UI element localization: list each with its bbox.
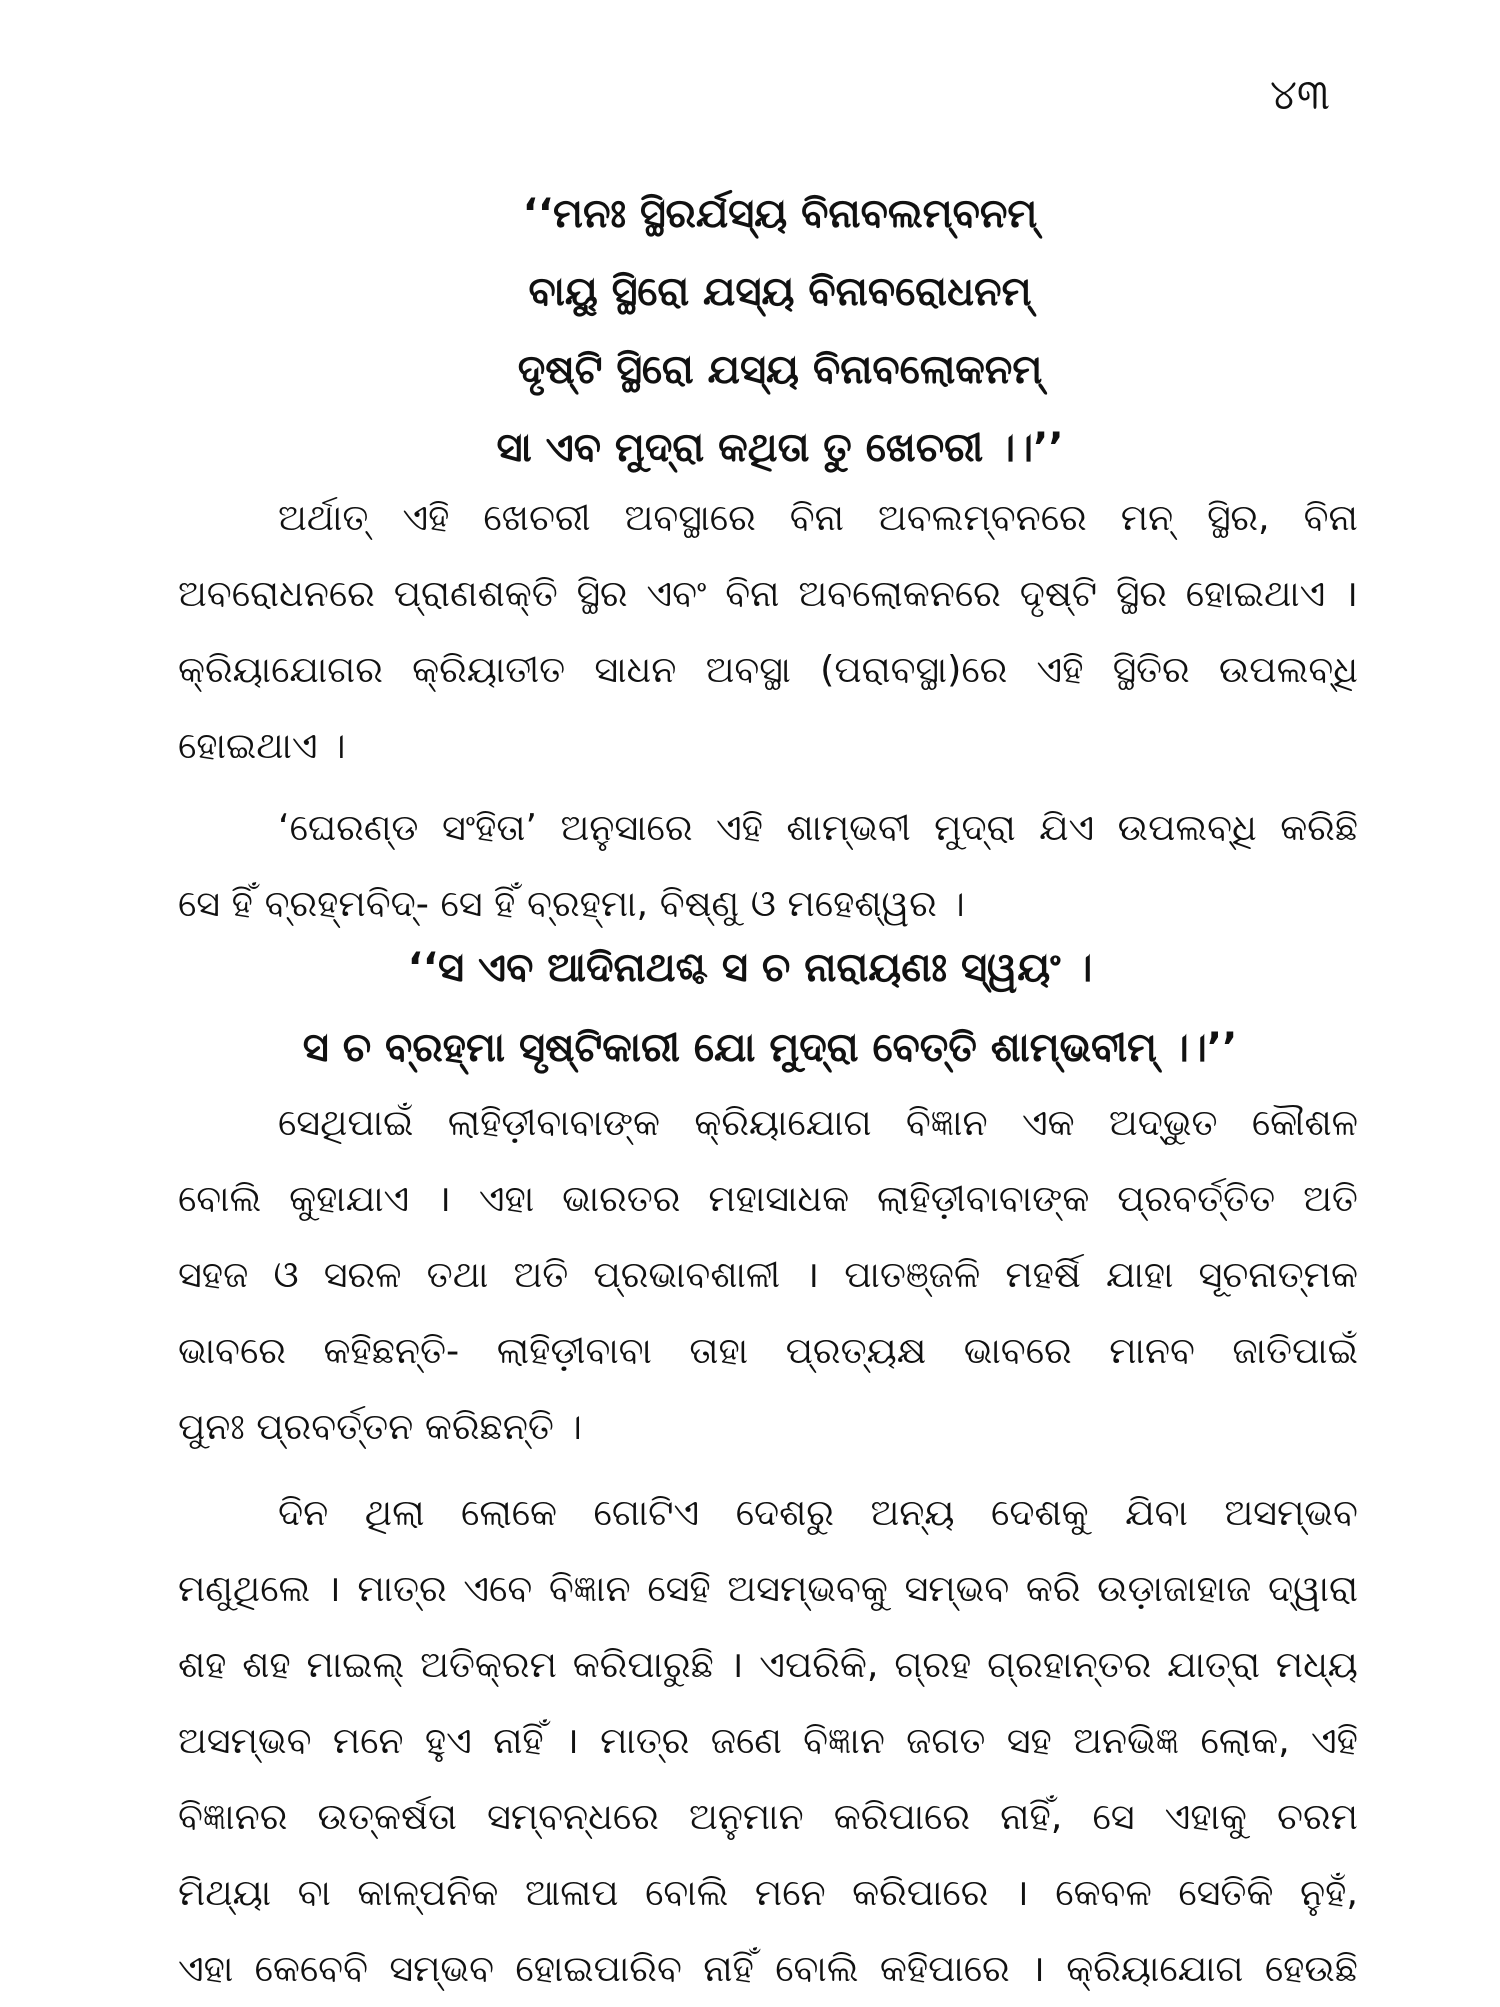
word: ମଣୁଥିଲେ	[178, 1567, 311, 1610]
paragraph-line: ସେ ହିଁ ବ୍ରହ୍ମବିଦ୍- ସେ ହିଁ ବ୍ରହ୍ମା, ବିଷ୍ଣୁ ଓ ମହେଶ୍ୱର ।	[178, 882, 965, 925]
word: ସେତିକି	[1178, 1871, 1274, 1914]
word: କୁହାଯାଏ	[289, 1177, 410, 1220]
word: ମନେ	[754, 1871, 826, 1914]
paragraph-line	[178, 1855, 1358, 1931]
word: ହେଉଛି	[1264, 1947, 1358, 1990]
word: ଏହି	[1036, 648, 1084, 691]
paragraph-lahiri-kriya	[178, 1085, 1358, 1465]
word: ଏହି	[1311, 1719, 1358, 1762]
word: ତଥା	[426, 1253, 489, 1296]
word: କେବଳ	[1055, 1871, 1152, 1914]
word: ବିଜ୍ଞାନ	[905, 1101, 988, 1144]
word: କହିପାରେ	[879, 1947, 1010, 1990]
paragraph-line	[178, 1551, 1358, 1627]
word: ଲାହିଡ଼ୀବାବାଙ୍କ	[447, 1101, 661, 1144]
word: ବା	[297, 1871, 331, 1914]
page-number: ୪୩	[1270, 70, 1330, 119]
verse-line: ସ ଚ ବ୍ରହ୍ମା ସୃଷ୍ଟିକାରୀ ଯୋ ମୁଦ୍ରା ବେତ୍ତି ଶାମ୍ଭବୀମ୍ ।।’’	[302, 1025, 1238, 1071]
word: ଲୋକେ	[461, 1491, 558, 1534]
word: ଅନ୍ୟ	[870, 1491, 955, 1534]
word: କ୍ରିୟାଯୋଗ	[1066, 1947, 1244, 1990]
word: ଗୋଟିଏ	[593, 1491, 700, 1534]
word: ।	[1031, 1947, 1045, 1990]
word: ।	[805, 1253, 820, 1296]
word: ମନ୍	[1120, 496, 1174, 539]
verse-line: ‘‘ମନଃ ସ୍ଥିରର୍ଯସ୍ୟ ବିନାବଲମ୍ବନମ୍	[522, 191, 1038, 237]
word: ଜଣେ	[710, 1719, 782, 1762]
word: ।	[437, 1177, 451, 1220]
word: ଉପଲବ୍ଧି	[1117, 806, 1257, 849]
word: ।	[565, 1719, 579, 1762]
word: ଶାମ୍ଭବୀ	[786, 806, 911, 849]
word: ବିଜ୍ଞାନ	[803, 1719, 885, 1762]
word: କ୍ରିୟାଯୋଗ	[694, 1101, 872, 1144]
word: ବିନା	[789, 496, 844, 539]
word: ପାତଞ୍ଜଳି	[844, 1253, 981, 1296]
word: ସମ୍ବନ୍ଧରେ	[487, 1795, 659, 1838]
word: ମାଇଲ୍	[306, 1643, 405, 1686]
paragraph-line	[178, 1931, 1358, 2007]
word: ଲାହିଡ଼ୀବାବାଙ୍କ	[877, 1177, 1090, 1220]
word: କ୍ରିୟାଯୋଗର	[178, 648, 383, 691]
paragraph-line: ହୋଇଥାଏ ।	[178, 724, 346, 767]
word: ହୋଇପାରିବ	[515, 1947, 682, 1990]
word: ନାହିଁ	[493, 1719, 544, 1762]
word: ବୋଲି	[645, 1871, 729, 1914]
word: ସହ	[1006, 1719, 1052, 1762]
word: ।	[326, 1567, 341, 1610]
word: ଦ୍ୱାରା	[1267, 1567, 1358, 1610]
word: ତାହା	[689, 1329, 749, 1372]
word: ଏହା	[178, 1947, 234, 1990]
verse-line: ସା ଏବ ମୁଦ୍ରା କଥିତା ତୁ ଖେଚରୀ ।।’’	[496, 425, 1064, 471]
word: ସହଜ	[178, 1253, 249, 1296]
word: ଅତିକ୍ରମ	[420, 1643, 557, 1686]
word: ଶହ	[178, 1643, 227, 1686]
word: କରିଛି	[1280, 806, 1358, 849]
word: ଭାବରେ	[963, 1329, 1072, 1372]
word: ଉପଲବ୍ଧି	[1218, 648, 1358, 691]
word: ସ୍ଥିର	[1115, 572, 1167, 615]
word: ଶହ	[242, 1643, 291, 1686]
paragraph-khechari-meaning	[178, 480, 1358, 784]
word: ଥିଲା	[364, 1491, 425, 1534]
word: ଏବଂ	[646, 572, 707, 615]
word: ଏହା	[478, 1177, 535, 1220]
word: ଦିନ	[278, 1491, 329, 1534]
word: ଦେଶକୁ	[991, 1491, 1089, 1534]
word: ମହର୍ଷି	[1005, 1253, 1081, 1296]
word: ଅସମ୍ଭବକୁ	[727, 1567, 888, 1610]
word: କାଳ୍ପନିକ	[357, 1871, 499, 1914]
verse-line: ବାୟୁ ସ୍ଥିରୋ ଯସ୍ୟ ବିନାବରୋଧନମ୍	[528, 269, 1032, 315]
word: ଲାହିଡ଼ୀବାବା	[496, 1329, 652, 1372]
word: ମହାସାଧକ	[708, 1177, 850, 1220]
word: ମିଥ୍ୟା	[178, 1871, 272, 1914]
word: ବୋଲି	[775, 1947, 859, 1990]
word: ସେହି	[647, 1567, 711, 1610]
word: କରି	[1025, 1567, 1081, 1610]
word: ଏହି	[402, 496, 450, 539]
paragraph-line	[178, 1161, 1358, 1237]
word: ଭାବରେ	[178, 1329, 286, 1372]
word: ଅବରୋଧନରେ	[178, 572, 375, 615]
word: ଓ	[273, 1253, 299, 1296]
word: ଅତି	[1303, 1177, 1358, 1220]
word: ସୂଚନାତ୍ମକ	[1198, 1253, 1358, 1296]
word: ଅଦ୍ଭୁତ	[1108, 1101, 1218, 1144]
word: ଗ୍ରହ	[894, 1643, 972, 1686]
verse-line: ‘‘ସ ଏବ ଆଦିନାଥଶ୍ଚ ସ ଚ ନାରାୟଣଃ ସ୍ୱୟଂ ।	[407, 945, 1093, 991]
word: ଚରମ	[1277, 1795, 1358, 1838]
word: ସ୍ଥିର,	[1207, 496, 1270, 539]
word: ବିନା	[1303, 496, 1358, 539]
word: ପ୍ରଭାବଶାଳୀ	[593, 1253, 781, 1296]
word: କହିଛନ୍ତି-	[323, 1329, 460, 1372]
word: ଲୋକ,	[1200, 1719, 1290, 1762]
word: ସରଳ	[323, 1253, 402, 1296]
word: କୌଶଳ	[1251, 1101, 1358, 1144]
word: ଗ୍ରହାନ୍ତର	[987, 1643, 1152, 1686]
word: ମାତ୍ର	[600, 1719, 690, 1762]
word: ଖେଚରୀ	[483, 496, 591, 539]
word: ଦେଶରୁ	[735, 1491, 834, 1534]
word: କରିପାରେ	[852, 1871, 989, 1914]
verse-line: ଦୃଷ୍ଟି ସ୍ଥିରୋ ଯସ୍ୟ ବିନାବଲୋକନମ୍	[517, 347, 1043, 393]
word: ଅବସ୍ଥାରେ	[624, 496, 756, 539]
word: ଅନଭିଜ୍ଞ	[1073, 1719, 1180, 1762]
word: ଏହି	[715, 806, 763, 849]
paragraph-line	[178, 632, 1358, 708]
word: ମାତ୍ର	[357, 1567, 447, 1610]
word: ।	[1344, 572, 1358, 615]
word: ସଂହିତା’	[441, 806, 538, 849]
word: ଏପରିକି,	[759, 1643, 879, 1686]
paragraph-line: ପୁନଃ ପ୍ରବର୍ତ୍ତନ କରିଛନ୍ତି ।	[178, 1405, 582, 1448]
verse-khechari	[0, 175, 1500, 487]
word: ଭାରତର	[562, 1177, 681, 1220]
word: ଜଗତ	[906, 1719, 986, 1762]
verse-shambhavi	[0, 928, 1500, 1088]
word: କ୍ରିୟାତୀତ	[412, 648, 566, 691]
paragraph-science	[178, 1475, 1358, 2007]
word: ।	[1014, 1871, 1029, 1914]
word: ଅର୍ଥାତ୍	[278, 496, 369, 539]
word: ଅନୁସାରେ	[560, 806, 693, 849]
word: ନାହିଁ	[703, 1947, 754, 1990]
word: ବୋଲି	[178, 1177, 262, 1220]
word: ଯିଏ	[1039, 806, 1095, 849]
word: ଏକ	[1021, 1101, 1075, 1144]
word: ଉଡ଼ାଜାହାଜ	[1097, 1567, 1252, 1610]
word: ମୁଦ୍ରା	[934, 806, 1016, 849]
word: (ପରାବସ୍ଥା)ରେ	[820, 648, 1008, 691]
paragraph-line	[178, 1703, 1358, 1779]
word: ଏବେ	[463, 1567, 533, 1610]
word: ସମ୍ଭବ	[904, 1567, 1010, 1610]
word: ଅବସ୍ଥା	[705, 648, 791, 691]
word: ଅସମ୍ଭବ	[1224, 1491, 1358, 1534]
word: ବିଜ୍ଞାନ	[548, 1567, 631, 1610]
word: ମାନବ	[1109, 1329, 1195, 1372]
word: ମନେ	[332, 1719, 404, 1762]
word: ଅସମ୍ଭବ	[178, 1719, 312, 1762]
word: ଦୃଷ୍ଟି	[1019, 572, 1098, 615]
word: ସେଥିପାଇଁ	[278, 1101, 414, 1144]
word: ‘ଘେରଣ୍ଡ	[278, 806, 419, 849]
paragraph-gheranda	[178, 790, 1358, 942]
word: ସମ୍ଭବ	[389, 1947, 495, 1990]
word: କରିପାରେ	[833, 1795, 970, 1838]
word: ସ୍ଥିର	[576, 572, 628, 615]
word: ଉତ୍କର୍ଷତା	[317, 1795, 457, 1838]
paragraph-line	[178, 1085, 1358, 1161]
word: ଯିବା	[1125, 1491, 1188, 1534]
paragraph-line	[178, 1627, 1358, 1703]
word: ବିଜ୍ଞାନର	[178, 1795, 288, 1838]
word: ହୁଏ	[424, 1719, 472, 1762]
paragraph-line	[178, 1779, 1358, 1855]
word: ହୋଇଥାଏ	[1185, 572, 1326, 615]
word: ଏହାକୁ	[1164, 1795, 1247, 1838]
paragraph-line	[178, 1237, 1358, 1313]
word: ବିନା	[725, 572, 780, 615]
word: କରିପାରୁଛି	[572, 1643, 714, 1686]
word: ଯାହା	[1105, 1253, 1174, 1296]
word: ମଧ୍ୟ	[1275, 1643, 1358, 1686]
word: ଅତି	[513, 1253, 569, 1296]
word: ପ୍ରତ୍ୟକ୍ଷ	[785, 1329, 927, 1372]
word: କେବେବି	[254, 1947, 368, 1990]
word: ପ୍ରବର୍ତ୍ତିତ	[1117, 1177, 1276, 1220]
word: ଅବଲୋକନରେ	[798, 572, 1001, 615]
word: ନାହିଁ,	[1000, 1795, 1063, 1838]
word: ନୁହଁ,	[1299, 1871, 1358, 1914]
paragraph-line	[178, 556, 1358, 632]
word: ।	[729, 1643, 744, 1686]
word: ଅବଲମ୍ବନରେ	[877, 496, 1087, 539]
word: ସେ	[1092, 1795, 1135, 1838]
word: ଆଳାପ	[524, 1871, 619, 1914]
word: ସ୍ଥିତିର	[1112, 648, 1190, 691]
word: ଯାତ୍ରା	[1167, 1643, 1260, 1686]
word: ସାଧନ	[594, 648, 677, 691]
paragraph-line	[178, 1313, 1358, 1389]
paragraph-line	[178, 1475, 1358, 1551]
word: ଅନୁମାନ	[688, 1795, 804, 1838]
word: ଜାତିପାଇଁ	[1232, 1329, 1358, 1372]
paragraph-line	[178, 480, 1358, 556]
paragraph-line	[178, 790, 1358, 866]
word: ପ୍ରାଣଶକ୍ତି	[393, 572, 558, 615]
